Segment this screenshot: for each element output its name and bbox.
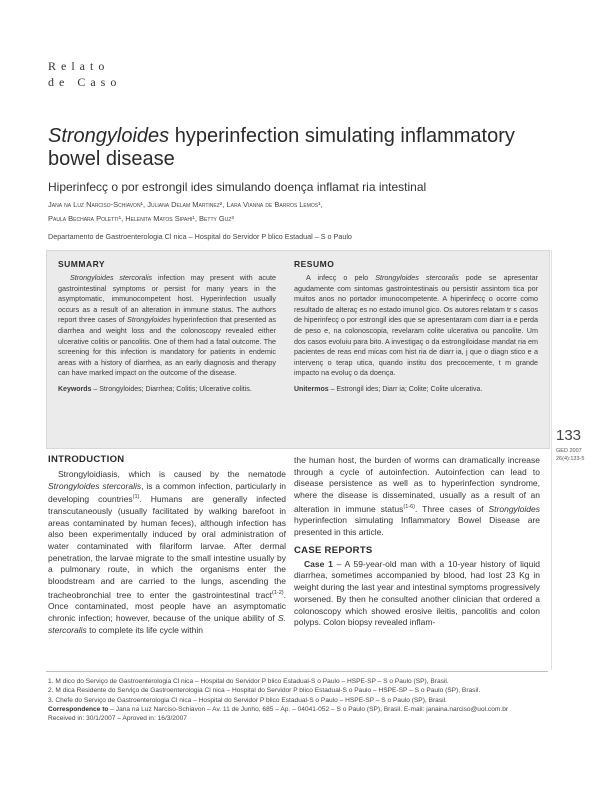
introduction-paragraph: [48, 469, 286, 637]
author-line-2: Paula Bechara Poletti¹, Helenita Matos Sipahi¹, Betty Guz³: [48, 214, 234, 223]
resumo-species: Strongyloides stercoralis: [375, 273, 459, 282]
case-1-label: Case 1: [304, 558, 333, 569]
intro-species: Strongyloides stercoralis: [48, 480, 142, 491]
right-d: hyperinfection simulating Inflammatory Bowel Disease are presented in this article.: [294, 515, 540, 538]
introduction-heading: INTRODUCTION: [48, 454, 125, 465]
right-genus: Strongyloides: [488, 503, 541, 514]
resumo-heading: RESUMO: [294, 259, 335, 269]
section-label-line1: Relato: [48, 59, 110, 73]
received-dates: Received in: 30/1/2007 – Aproved in: 16/3/2007: [48, 715, 187, 723]
resumo-keywords: [294, 385, 538, 395]
resumo-text: [294, 273, 538, 379]
correspondence-label: Correspondence to: [48, 705, 109, 713]
right-paragraph: [294, 455, 540, 539]
article-title: [48, 125, 568, 171]
resumo-section: [294, 259, 538, 395]
summary-heading: SUMMARY: [58, 259, 106, 269]
summary-species: Strongyloides stercoralis: [70, 273, 153, 282]
intro-g: to complete its life cycle within: [86, 624, 203, 635]
summary-text-b: infection may present with acute gastrointestinal symptoms or persist for many years in the asymptomatic, immunocompetent host. Hyperinfection usually occurs as a result of an alteration in immune status. The authors report three cases of: [58, 273, 276, 325]
right-b: . Three cases of: [414, 503, 489, 514]
section-label: [48, 58, 121, 90]
title-italic: Strongyloides: [48, 125, 170, 147]
summary-keywords: [58, 385, 276, 395]
section-label-line2: de Caso: [48, 75, 122, 89]
resumo-text-c: pode se apresentar agudamente com sintomas gastrointestinais ou persistir assintom tica por muitos anos no portador imunocompetente. A hiperinfecç o ocorre como resultado de alteraç es no estado imunol gico. Os autores relatam tr s casos de hiperinfecç o por estrongil ides que se apresentaram com diarr ia e perda de peso e, na colonoscopia, revelaram colite ulcerativa ou pancolite. Um dos casos evoluiu para bito. A investigaç o da estrongiloidase mandat ria em pacientes de reas end micas com hist ria de diarr ia, j que o diagn stico e a intervenç o terap utica, quando institu dos precocemente, t m grande impacto na evoluç o da doença.: [294, 273, 538, 378]
right-column: [294, 455, 540, 629]
footnote-rule: [46, 671, 548, 672]
footnotes: [48, 677, 553, 723]
summary-text-d: hyperinfection that presented as diarrhea and weight loss and the colonoscopy revealed either ulcerative colitis or pancolitis. One of them had a fatal outcome. The screening for this infection is mandatory for patients in endemic areas with a history of diarrhea, as an early diagnosis and therapy can have marked impact on the outcome of the disease.: [58, 315, 276, 378]
summary-text: [58, 273, 276, 379]
intro-ref-1: (1): [132, 494, 140, 501]
case-1-paragraph: [294, 559, 540, 629]
intro-e: . Once contaminated, most people have an asymptomatic chronic infection; however, because of the unique ability of: [48, 589, 286, 624]
keywords-text: – Strongyloides; Diarrhea; Colitis; Ulcerative colitis.: [91, 385, 252, 393]
summary-genus: Strongyloides: [127, 315, 171, 325]
case-reports-heading: CASE REPORTS: [294, 544, 373, 556]
journal-citation: [556, 447, 584, 463]
title-rest: hyperinfection simulating inflammatory bowel disease: [48, 125, 515, 170]
author-list: [48, 198, 568, 226]
correspondence: [48, 705, 553, 714]
journal-line1: GED 2007: [556, 448, 582, 454]
correspondence-text: – Jana na Luz Narciso-Schiavon – Av. 11 de Junho, 685 – Ap. – 04041-052 – S o Paulo (SP), Brasil. E-mail: janaina.narciso@uol.com.br: [108, 705, 509, 713]
keywords-label: Keywords: [58, 385, 92, 393]
unitermos-label: Unitermos: [294, 385, 329, 393]
footnote-2: 2. M dica Residente do Serviço de Gastroenterologia Cl nica – Hospital do Servidor P blico Estadual-S o Paulo – HSPE-SP – S o Paulo (SP), Brasil.: [48, 687, 481, 695]
summary-section: [58, 259, 276, 395]
unitermos-text: – Estrongil ides; Diarr ia; Colite; Colite ulcerativa.: [328, 385, 483, 393]
footnote-1: 1. M dico do Serviço de Gastroenterologia Cl nica – Hospital do Servidor P blico Estadual-S o Paulo – HSPE-SP – S o Paulo (SP), Brasil.: [48, 678, 449, 685]
right-a: the human host, the burden of worms can dramatically increase through a cycle of autoinfection. Autoinfection can lead to disease persistence as well as to hyperinfection syndrome, where the disease is disseminated, usually as a result of an alteration in immune status: [294, 455, 540, 514]
author-line-1: Jana na Luz Narciso-Schiavon¹, Juliana Delam Martinez², Lara Vianna de Barros Lemos¹,: [48, 200, 323, 209]
page-number: 133: [556, 427, 582, 444]
right-ref: (1-6): [403, 503, 415, 510]
article-subtitle: Hiperinfecç o por estrongil ides simulando doença inflamat ria intestinal: [48, 180, 427, 194]
intro-d: . Humans are generally infected transcutaneously (usually facilitated by walking barefoot in areas contaminated by human feces), although infection has also been experimentally induced by oral administration of water contaminated with filariform larvae. After dermal penetration, the larvae migrate to the small intestine usually by a pulmonary route, in which the organisms enter the bloodstream and are carried to the lungs, ascending the tracheobronchial tree to enter the gastrointestinal tract: [48, 494, 286, 600]
case-1-text: – A 59-year-old man with a 10-year history of liquid diarrhea, sometimes accompanied by blood, had lost 23 Kg in weight during the last year and intestinal symptoms progressively worsened. By then he consulted another clinician that ordered a colonoscopy which showed erosive ileitis, pancolitis and colon polyps. Colon biopsy revealed inflam-: [294, 558, 540, 628]
resumo-text-a: A infecç o pelo: [306, 273, 376, 282]
department: Departamento de Gastroenterologia Cl nica – Hospital do Servidor P blico Estadual – S o Paulo: [48, 232, 352, 241]
journal-line2: 26(4):133-5: [556, 456, 585, 462]
margin-divider: [551, 250, 552, 670]
intro-species-abbr: S. stercoralis: [48, 613, 286, 635]
intro-c: , is a common infection, particularly in developing countries: [48, 480, 286, 505]
footnote-3: 3. Chefe do Serviço de Gastroenterologia Cl nica – Hospital do Servidor P blico Estadual-S o Paulo – HSPE-SP – S o Paulo (SP), Brasil.: [48, 696, 447, 704]
intro-a: Strongyloidiasis, which is caused by the nematode: [58, 469, 286, 479]
introduction-section: [48, 454, 286, 637]
intro-ref-2: (1-2): [272, 589, 284, 596]
